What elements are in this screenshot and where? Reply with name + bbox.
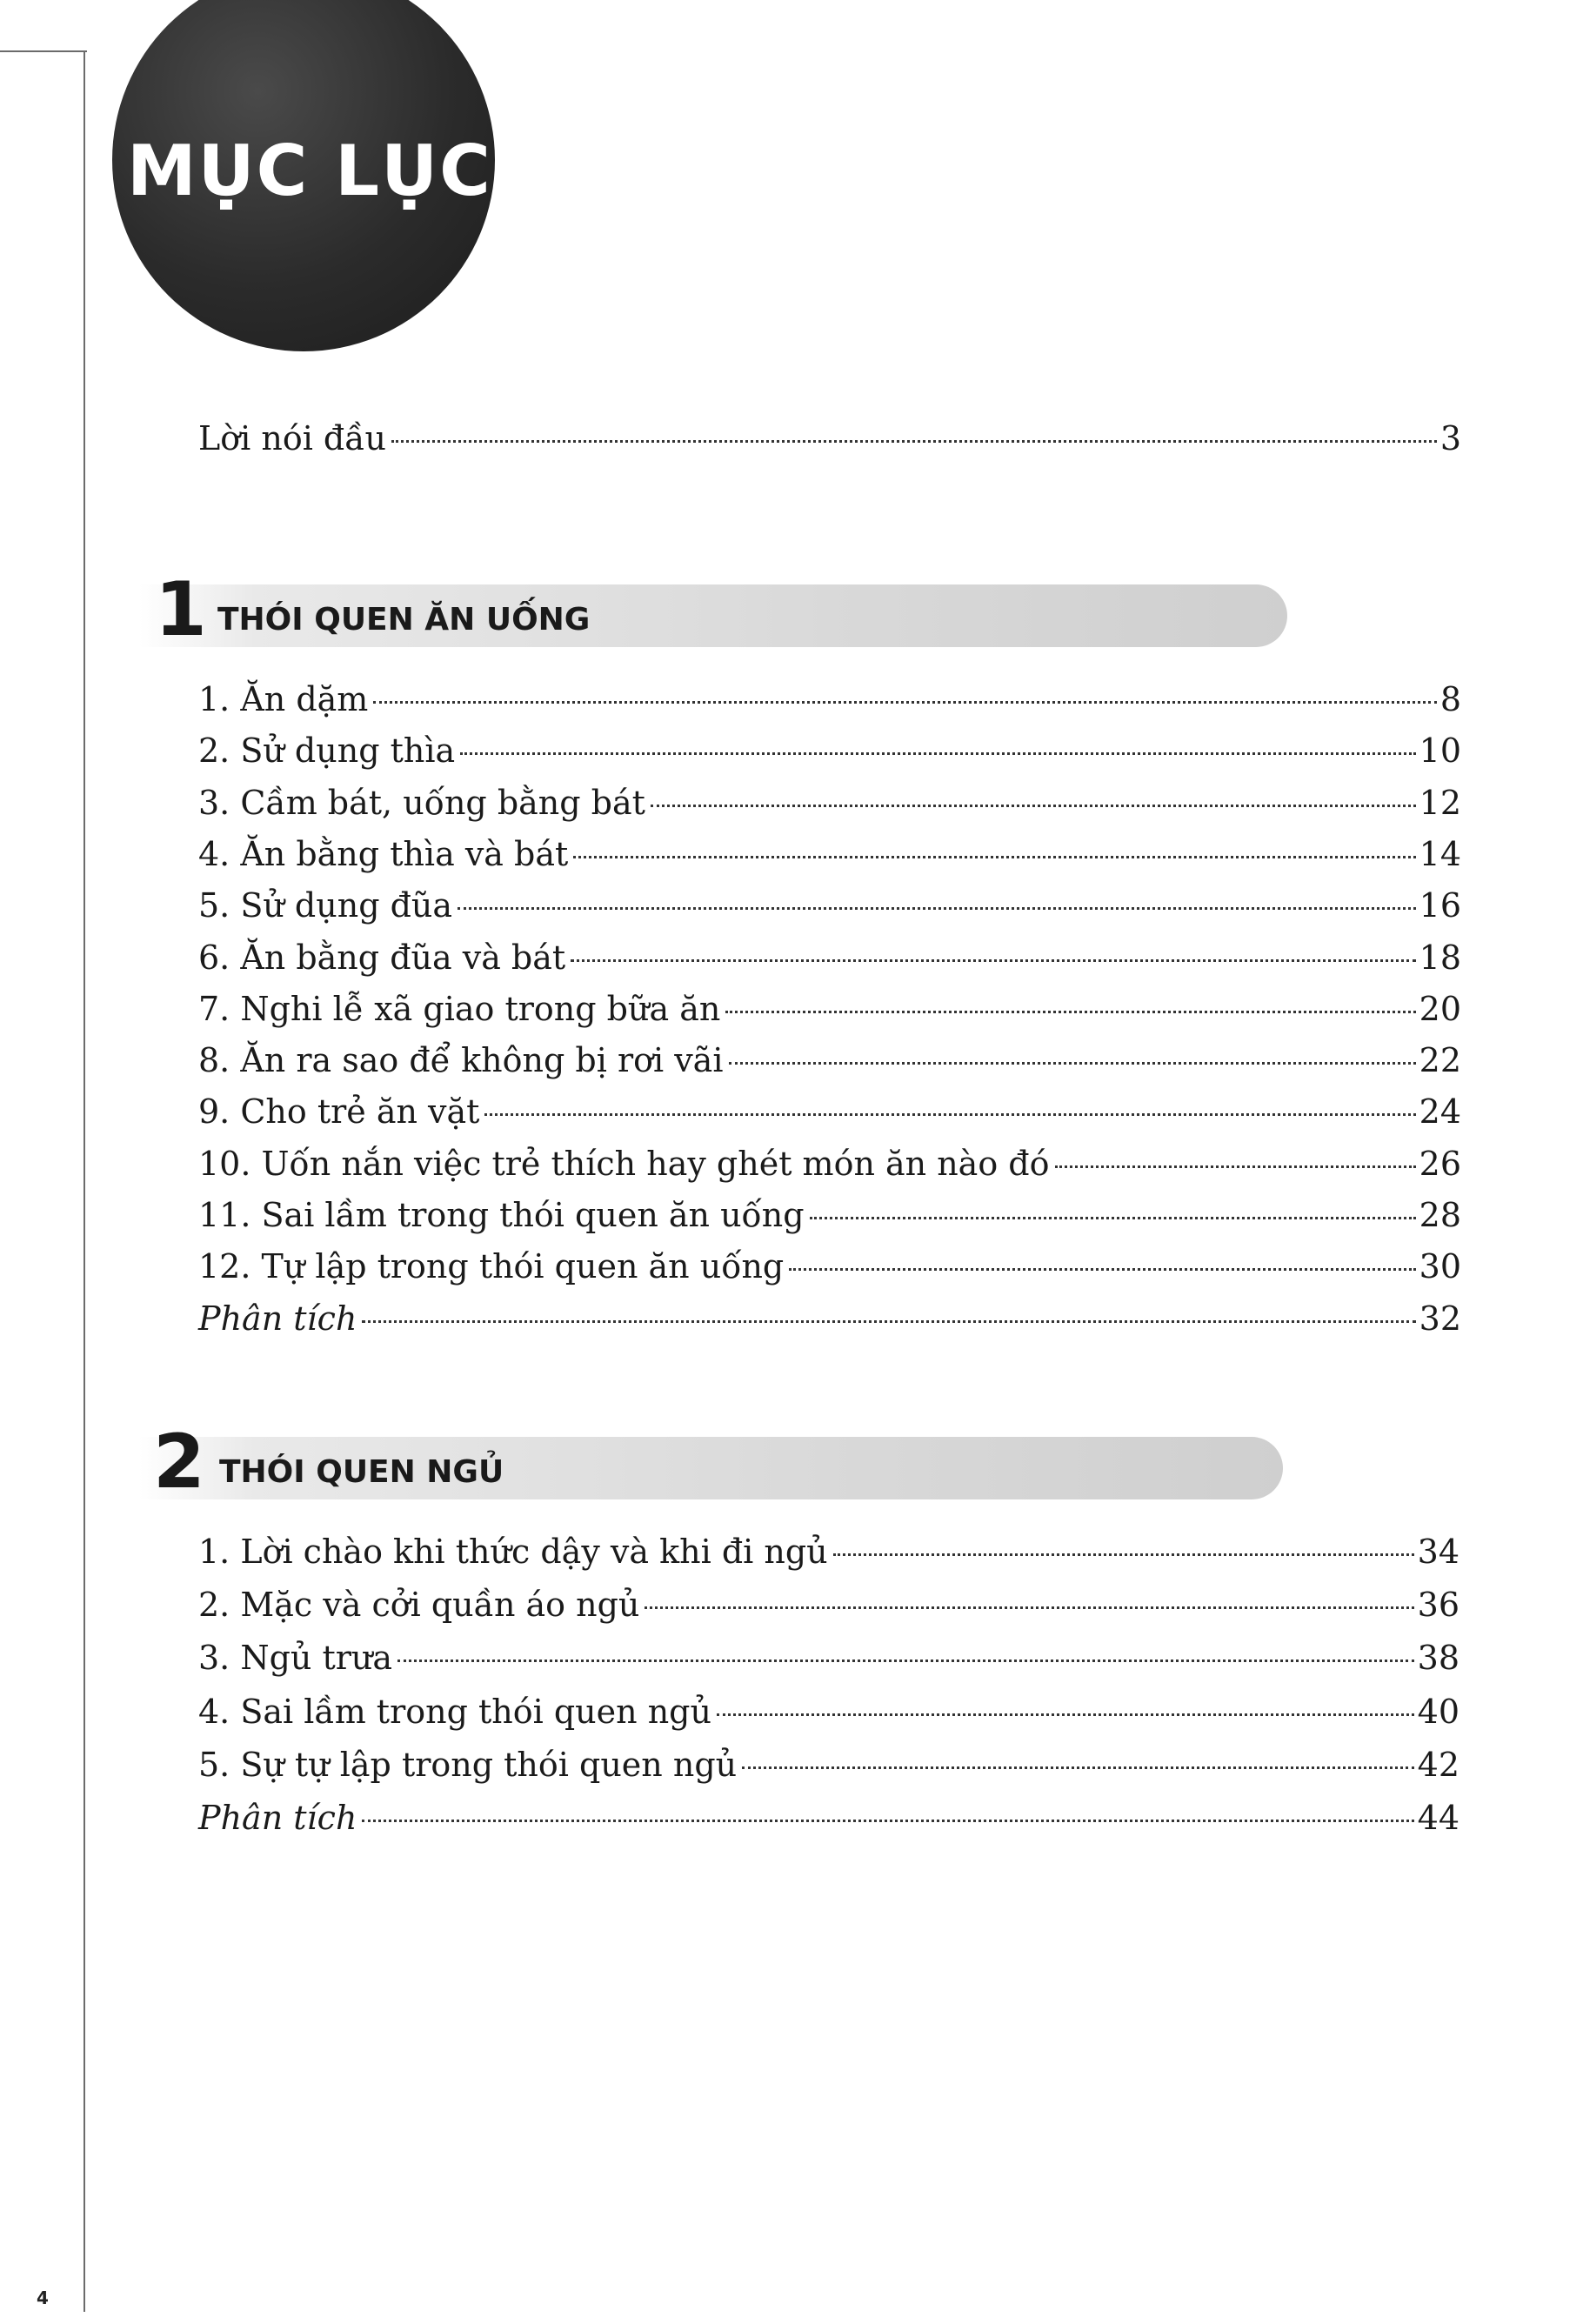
dot-leader xyxy=(651,805,1416,807)
toc-entry-label: 5. Sử dụng đũa xyxy=(198,886,453,925)
toc-entry-label: 4. Ăn bằng thìa và bát xyxy=(198,834,569,873)
dot-leader xyxy=(645,1606,1413,1609)
toc-entry-page: 38 xyxy=(1417,1639,1459,1678)
toc-entry[interactable] xyxy=(198,678,1461,720)
toc-entry[interactable] xyxy=(198,1531,1459,1573)
toc-entry-label: 9. Cho trẻ ăn vặt xyxy=(198,1092,480,1132)
toc-entry-label: 11. Sai lầm trong thói quen ăn uống xyxy=(198,1196,805,1234)
dot-leader xyxy=(1055,1165,1416,1168)
toc-entry-label: 4. Sai lầm trong thói quen ngủ xyxy=(198,1692,711,1731)
dot-leader xyxy=(717,1713,1414,1716)
toc-entry-page: 10 xyxy=(1419,731,1461,771)
dot-leader xyxy=(571,959,1415,962)
toc-entry-label: Lời nói đầu xyxy=(198,419,387,457)
toc-entry-page: 42 xyxy=(1417,1745,1459,1784)
toc-entry-page: 18 xyxy=(1419,938,1461,977)
toc-entry[interactable] xyxy=(198,1797,1459,1839)
margin-rule xyxy=(83,50,85,2312)
dot-leader xyxy=(789,1268,1415,1271)
toc-entry[interactable] xyxy=(198,833,1461,875)
dot-leader xyxy=(573,856,1415,858)
toc-entry-preface[interactable] xyxy=(198,417,1461,459)
dot-leader xyxy=(362,1820,1413,1822)
dot-leader xyxy=(373,701,1436,704)
toc-entry[interactable] xyxy=(198,988,1461,1030)
dot-leader xyxy=(397,1660,1414,1662)
toc-entry[interactable] xyxy=(198,1091,1461,1132)
toc-entry-label: 2. Mặc và cởi quần áo ngủ xyxy=(198,1586,640,1625)
toc-entry-page: 8 xyxy=(1439,680,1461,718)
toc-entry-label: 1. Lời chào khi thức dậy và khi đi ngủ xyxy=(198,1533,828,1571)
toc-entry-label: 5. Sự tự lập trong thói quen ngủ xyxy=(198,1745,738,1784)
toc-entry-label: 1. Ăn dặm xyxy=(198,680,369,718)
toc-entry[interactable] xyxy=(198,1584,1459,1626)
page-edge-line xyxy=(0,50,87,52)
dot-leader xyxy=(458,907,1416,910)
toc-entry-page: 3 xyxy=(1439,419,1461,457)
toc-entry-page: 28 xyxy=(1419,1196,1461,1234)
dot-leader xyxy=(484,1113,1415,1116)
chapter-2-number: 2 xyxy=(153,1419,205,1506)
toc-entry[interactable] xyxy=(198,1298,1461,1339)
chapter-2-title: THÓI QUEN NGỦ xyxy=(219,1454,504,1490)
toc-entry-label: 3. Cầm bát, uống bằng bát xyxy=(198,783,645,822)
dot-leader xyxy=(391,440,1437,443)
toc-entry-label: 3. Ngủ trưa xyxy=(198,1639,393,1678)
toc-entry-page: 16 xyxy=(1419,886,1461,925)
toc-entry-page: 44 xyxy=(1417,1799,1459,1837)
toc-entry-page: 34 xyxy=(1417,1533,1459,1571)
toc-entry-page: 36 xyxy=(1417,1586,1459,1625)
toc-entry[interactable] xyxy=(198,937,1461,978)
toc-entry-label: 10. Uốn nắn việc trẻ thích hay ghét món ăn nào đó xyxy=(198,1144,1050,1183)
toc-entry-page: 26 xyxy=(1419,1144,1461,1183)
toc-entry-page: 14 xyxy=(1419,834,1461,873)
toc-entry-label: 6. Ăn bằng đũa và bát xyxy=(198,938,566,977)
toc-entry[interactable] xyxy=(198,1143,1461,1185)
toc-entry-page: 30 xyxy=(1419,1247,1461,1286)
toc-entry-label: 7. Nghi lễ xã giao trong bữa ăn xyxy=(198,989,721,1028)
toc-entry-page: 24 xyxy=(1419,1092,1461,1132)
page-number: 4 xyxy=(37,2287,49,2308)
toc-entry-page: 22 xyxy=(1419,1041,1461,1080)
toc-entry[interactable] xyxy=(198,1744,1459,1786)
toc-entry[interactable] xyxy=(198,782,1461,824)
toc-entry-page: 12 xyxy=(1419,783,1461,822)
toc-entry[interactable] xyxy=(198,1039,1461,1081)
dot-leader xyxy=(460,752,1415,755)
toc-entry[interactable] xyxy=(198,1691,1459,1733)
toc-entry-label: Phân tích xyxy=(198,1799,357,1837)
toc-entry-label: 8. Ăn ra sao để không bị rơi vãi xyxy=(198,1041,724,1080)
toc-entry[interactable] xyxy=(198,1194,1461,1236)
page-title: MỤC LỤC xyxy=(127,130,492,211)
dot-leader xyxy=(362,1320,1415,1323)
toc-entry-page: 20 xyxy=(1419,989,1461,1028)
dot-leader xyxy=(742,1766,1414,1769)
dot-leader xyxy=(729,1062,1416,1065)
dot-leader xyxy=(725,1011,1415,1013)
toc-entry-page: 32 xyxy=(1419,1299,1461,1338)
chapter-1-title: THÓI QUEN ĂN UỐNG xyxy=(217,602,591,638)
dot-leader xyxy=(833,1553,1414,1556)
toc-entry-label: Phân tích xyxy=(198,1299,357,1338)
chapter-1-number: 1 xyxy=(155,566,207,653)
toc-entry[interactable] xyxy=(198,885,1461,926)
toc-entry[interactable] xyxy=(198,1245,1461,1287)
toc-entry-label: 12. Tự lập trong thói quen ăn uống xyxy=(198,1247,785,1286)
toc-entry-page: 40 xyxy=(1417,1692,1459,1731)
toc-entry[interactable] xyxy=(198,1637,1459,1679)
toc-entry-label: 2. Sử dụng thìa xyxy=(198,731,456,771)
toc-entry[interactable] xyxy=(198,730,1461,771)
dot-leader xyxy=(810,1217,1416,1219)
